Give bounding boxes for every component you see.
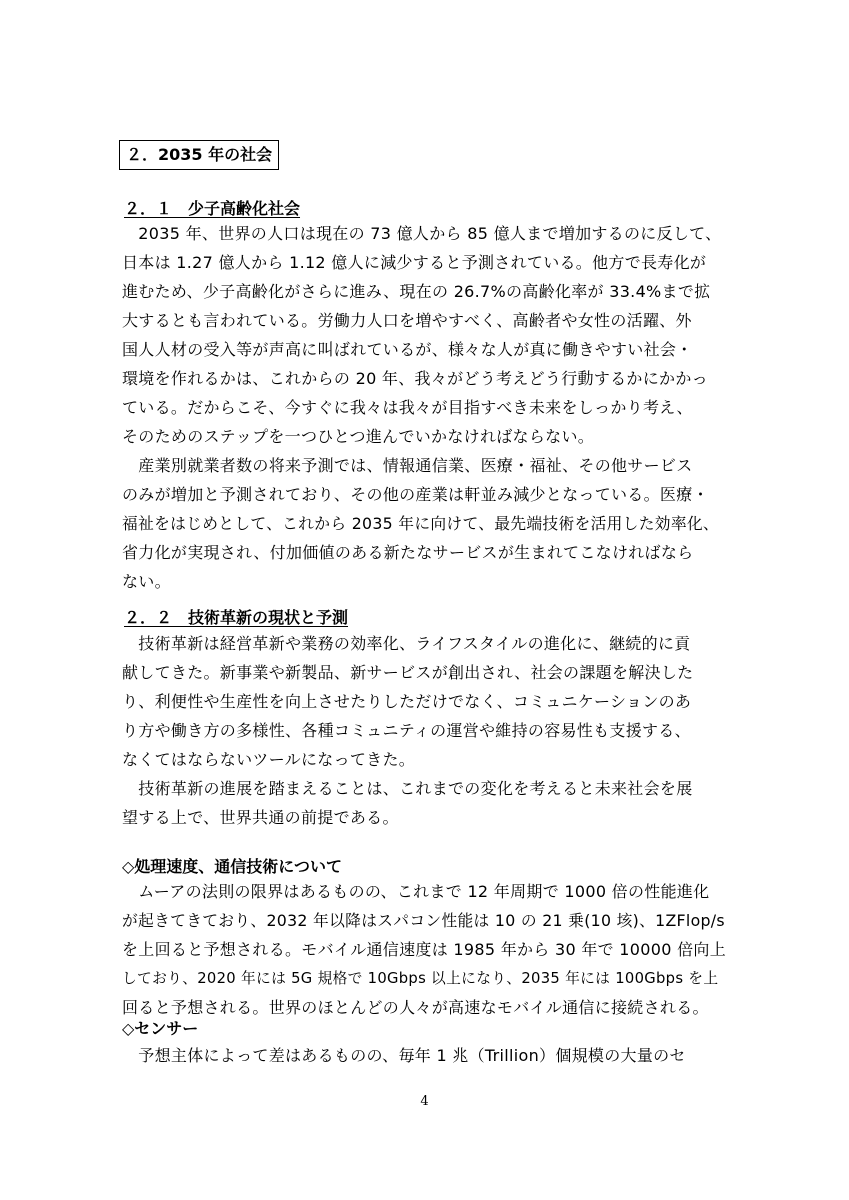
paragraph-line: そのためのステップを一つひとつ進んでいかなければならない。 (122, 427, 595, 446)
chapter-title: ２．2035 年の社会 (119, 140, 279, 170)
paragraph-line: 省力化が実現され、付加価値のある新たなサービスが生まれてこなければなら (122, 543, 694, 562)
paragraph-line: 日本は 1.27 億人から 1.12 億人に減少すると予測されている。他方で長寿化が (122, 253, 707, 272)
paragraph-line: 献してきた。新事業や新製品、新サービスが創出され、社会の課題を解決した (122, 663, 694, 682)
paragraph-line: 2035 年、世界の人口は現在の 73 億人から 85 億人まで増加するのに反して、 (122, 224, 722, 243)
section-heading-tech-innovation: ２．２ 技術革新の現状と予測 (124, 608, 349, 627)
topic-heading-sensors: ◇センサー (122, 1019, 199, 1038)
section-heading-aging-society: ２．１ 少子高齢化社会 (124, 199, 301, 218)
paragraph-line: 国人人材の受入等が声高に叫ばれているが、様々な人が真に働きやすい社会・ (122, 340, 693, 359)
paragraph-line: が起きてきており、2032 年以降はスパコン性能は 10 の 21 乗(10 垓)、1ZFlop/s (122, 911, 725, 930)
paragraph-line: なくてはならないツールになってきた。 (122, 750, 416, 769)
page-number: 4 (420, 1094, 429, 1109)
paragraph-line: を上回ると予想される。モバイル通信速度は 1985 年から 30 年で 10000 倍向上 (122, 940, 726, 959)
paragraph-line: 環境を作れるかは、これからの 20 年、我々がどう考えどう行動するかにかかっ (122, 369, 708, 388)
paragraph-line: 回ると予想される。世界のほとんどの人々が高速なモバイル通信に接続される。 (122, 998, 709, 1017)
paragraph-line: 予想主体によって差はあるものの、毎年 1 兆（Trillion）個規模の大量のセ (122, 1046, 686, 1065)
paragraph-line: 技術革新の進展を踏まえることは、これまでの変化を考えると未来社会を展 (122, 779, 693, 798)
paragraph-line: 大するとも言われている。労働力人口を増やすべく、高齢者や女性の活躍、外 (122, 311, 692, 330)
paragraph-line: 産業別就業者数の将来予測では、情報通信業、医療・福祉、その他サービス (122, 456, 693, 475)
paragraph-line: ムーアの法則の限界はあるものの、これまで 12 年周期で 1000 倍の性能進化 (122, 882, 710, 901)
paragraph-line: ない。 (122, 572, 171, 591)
topic-heading-processing-speed: ◇処理速度、通信技術について (122, 857, 342, 876)
paragraph-line: しており、2020 年には 5G 規格で 10Gbps 以上になり、2035 年には 100Gbps を上 (122, 970, 719, 987)
paragraph-line: 技術革新は経営革新や業務の効率化、ライフスタイルの進化に、継続的に貢 (122, 634, 691, 653)
paragraph-line: のみが増加と予測されており、その他の産業は軒並み減少となっている。医療・ (122, 485, 709, 504)
paragraph-line: 進むため、少子高齢化がさらに進み、現在の 26.7%の高齢化率が 33.4%まで拡 (122, 282, 711, 301)
paragraph-line: ている。だからこそ、今すぐに我々は我々が目指すべき未来をしっかり考え、 (122, 398, 693, 417)
paragraph-line: り、利便性や生産性を向上させたりしただけでなく、コミュニケーションのあ (122, 692, 692, 711)
paragraph-line: り方や働き方の多様性、各種コミュニティの運営や維持の容易性も支援する、 (122, 721, 691, 740)
paragraph-line: 福祉をはじめとして、これから 2035 年に向けて、最先端技術を活用した効率化、 (122, 514, 719, 533)
paragraph-line: 望する上で、世界共通の前提である。 (122, 808, 399, 827)
